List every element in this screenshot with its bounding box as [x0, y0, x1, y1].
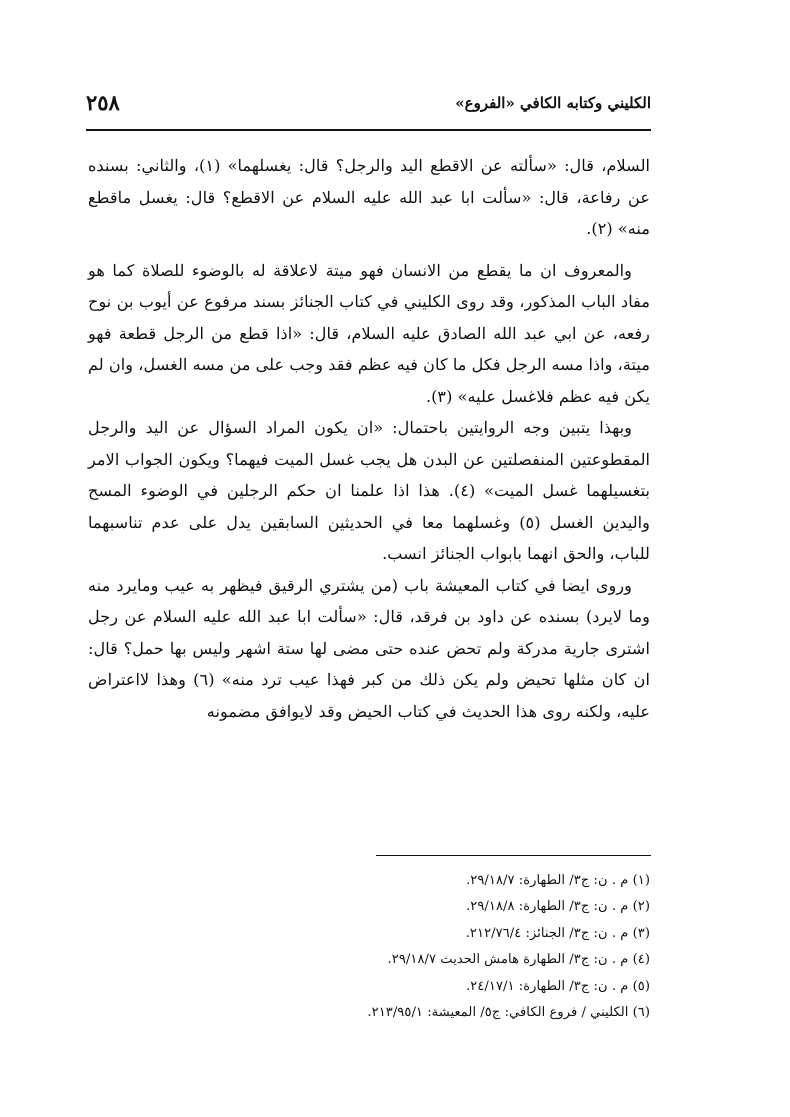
paragraph-3: وبهذا يتبين وجه الروايتين باحتمال: «ان يكون المراد السؤال عن اليد والرجل المقطوعتين المنفصلتين عن البدن هل يجب غسل الميت فيهما؟ ويكون الجواب الامر بتغسيلهما غسل الميت» (٤). هذا اذا علمنا ان حكم الرجلين في الوضوء المسح واليدين الغسل (٥) وغسلهما معا في الحديثين السابقين يدل على عدم تناسبهما للباب، والحق انهما بابواب الجنائز انسب.: [88, 418, 651, 563]
page-header: [86, 90, 651, 122]
page-number: ٢٥٨: [86, 90, 120, 115]
footnote-6: (٦) الكليني / فروع الكافي: ج٥/ المعيشة: ٢١٣/٩٥/١.: [367, 1005, 650, 1021]
paragraph-1: السلام، قال: «سألته عن الاقطع اليد والرجل؟ قال: يغسلهما» (١)، والثاني: بسنده عن رفاعة، قال: «سألت ابا عبد الله عليه السلام عن الاقطع؟ قال: يغسل ماقطع منه» (٢).: [88, 156, 650, 238]
footnote-1: (١) م . ن: ج٣/ الطهارة: ٢٩/١٨/٧.: [466, 873, 650, 888]
footnotes: [200, 868, 650, 1026]
footnote-5: (٥) م . ن: ج٣/ الطهارة: ٢٤/١٧/١.: [466, 978, 650, 994]
main-text: [88, 150, 650, 727]
header-divider: [86, 129, 651, 131]
footnote-divider: [376, 855, 651, 856]
paragraph-4: وروى ايضا في كتاب المعيشة باب (من يشتري الرقيق فيظهر به عيب ومايرد منه وما لايرد) بسنده عن داود بن فرقد، قال: «سألت ابا عبد الله عليه السلام عن رجل اشترى جارية مدركة ولم تحض عنده حتى مضى لها ستة اشهر وليس بها حمل؟ قال: ان كان مثلها تحيض ولم يكن ذلك من كبر فهذا عيب ترد منه» (٦) وهذا لااعتراض عليه، ولكنه روى هذا الحديث في كتاب الحيض وقد لايوافق مضمونه: [88, 575, 650, 721]
footnote-4: (٤) م . ن: ج٣/ الطهارة هامش الحديث ٢٩/١٨/٧.: [387, 952, 650, 968]
running-title: الكليني وكتابه الكافي «الفروع»: [455, 94, 651, 112]
footnote-2: (٢) م . ن: ج٣/ الطهارة: ٢٩/١٨/٨.: [466, 899, 650, 915]
paragraph-2: والمعروف ان ما يقطع من الانسان فهو ميتة لاعلاقة له بالوضوء للصلاة كما هو مفاد الباب المذكور، وقد روى الكليني في كتاب الجنائز بسند مرفوع عن أيوب بن نوح رفعه، عن ابي عبد الله الصادق عليه السلام، قال: «اذا قطع من الرجل قطعة فهو ميتة، واذا مسه الرجل فكل ما كان فيه عظم فقد وجب على من مسه الغسل، وان لم يكن فيه عظم فلاغسل عليه» (٣).: [88, 260, 650, 406]
footnote-3: (٣) م . ن: ج٣/ الجنائز: ٢١٢/٧٦/٤.: [465, 925, 650, 941]
